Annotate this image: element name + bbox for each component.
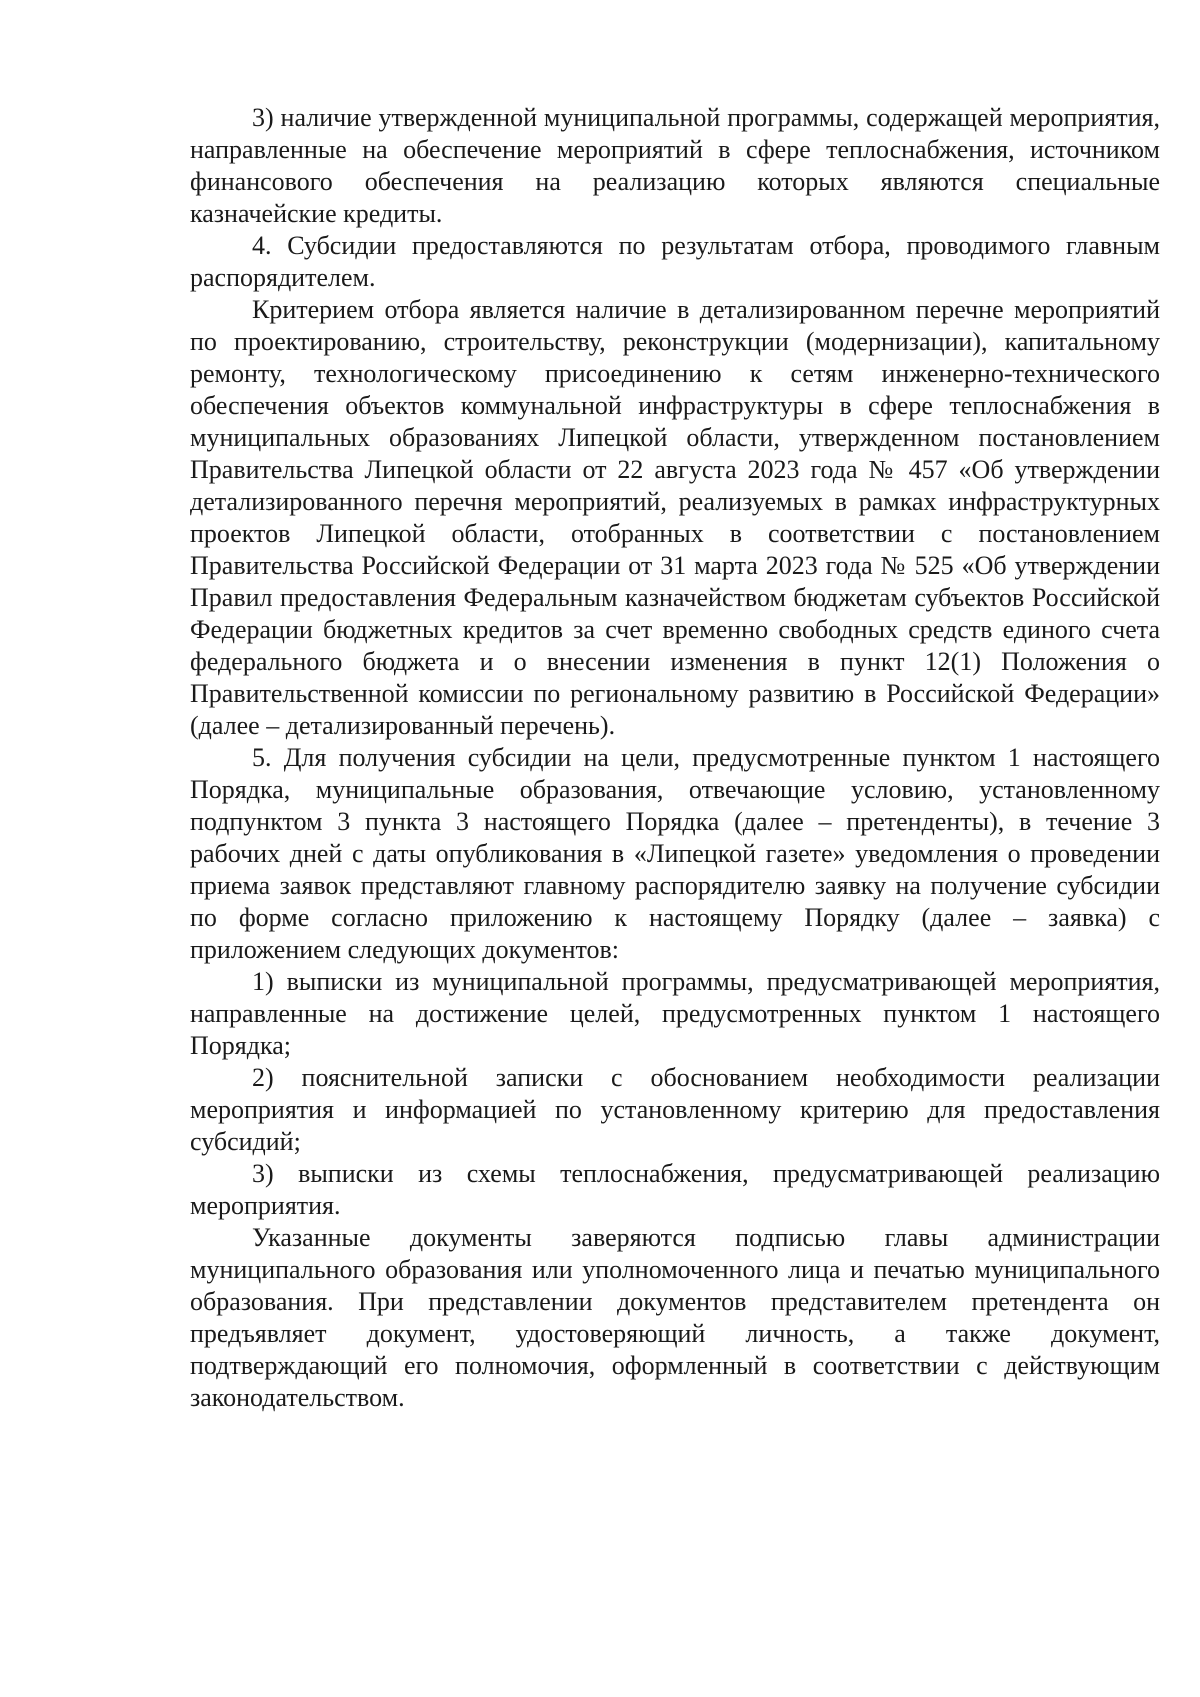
paragraph-selection-subsidies: 4. Субсидии предоставляются по результатам отбора, проводимого главным распорядителем.: [190, 231, 1160, 292]
paragraph-doc-program-extract: 1) выписки из муниципальной программы, предусматривающей мероприятия, направленные на достижение целей, предусмотренных пунктом 1 настоящего Порядка;: [190, 967, 1160, 1060]
paragraph-doc-heat-scheme-extract: 3) выписки из схемы теплоснабжения, предусматривающей реализацию мероприятия.: [190, 1159, 1160, 1220]
paragraph-program-requirement: 3) наличие утвержденной муниципальной программы, содержащей мероприятия, направленные на обеспечение мероприятий в сфере теплоснабжения, источником финансового обеспечения на реализацию которых являются специальные казначейские кредиты.: [190, 103, 1160, 228]
paragraph-certification: Указанные документы заверяются подписью главы администрации муниципального образования или уполномоченного лица и печатью муниципального образования. При представлении документов представителем претендента он предъявляет документ, удостоверяющий личность, а также документ, подтверждающий его полномочия, оформленный в соответствии с действующим законодательством.: [190, 1223, 1160, 1412]
paragraph-selection-criterion: Критерием отбора является наличие в детализированном перечне мероприятий по проектированию, строительству, реконструкции (модернизации), капитальному ремонту, технологическому присоединению к сетям инженерно-технического обеспечения объектов коммунальной инфраструктуры в сфере теплоснабжения в муниципальных образованиях Липецкой области, утвержденном постановлением Правительства Липецкой области от 22 августа 2023 года № 457 «Об утверждении детализированного перечня мероприятий, реализуемых в рамках инфраструктурных проектов Липецкой области, отобранных в соответствии с постановлением Правительства Российской Федерации от 31 марта 2023 года № 525 «Об утверждении Правил предоставления Федеральным казначейством бюджетам субъектов Российской Федерации бюджетных кредитов за счет временно свободных средств единого счета федерального бюджета и о внесении изменения в пункт 12(1) Положения о Правительственной комиссии по региональному развитию в Российской Федерации» (далее – детализированный перечень).: [190, 295, 1160, 740]
paragraph-doc-explanatory-note: 2) пояснительной записки с обоснованием необходимости реализации мероприятия и информацией по установленному критерию для предоставления субсидий;: [190, 1063, 1160, 1156]
document-page: [190, 102, 1160, 1414]
paragraph-application-procedure: 5. Для получения субсидии на цели, предусмотренные пунктом 1 настоящего Порядка, муниципальные образования, отвечающие условию, установленному подпунктом 3 пункта 3 настоящего Порядка (далее – претенденты), в течение 3 рабочих дней с даты опубликования в «Липецкой газете» уведомления о проведении приема заявок представляют главному распорядителю заявку на получение субсидии по форме согласно приложению к настоящему Порядку (далее – заявка) с приложением следующих документов:: [190, 743, 1160, 964]
